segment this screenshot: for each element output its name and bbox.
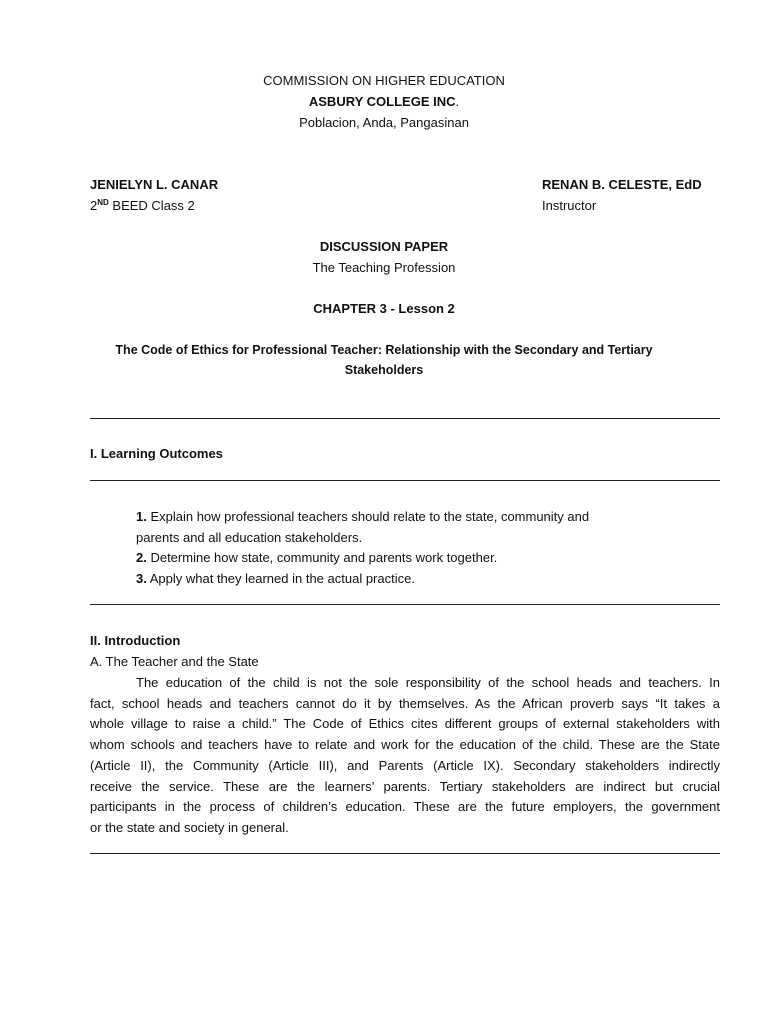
instructor-role: Instructor	[542, 198, 597, 213]
outcome-number: 3.	[136, 571, 147, 586]
outcome-item-2	[136, 550, 497, 565]
paragraph-line: fact, school heads and teachers cannot do it by themselves. As the African proverb says “It takes a	[90, 695, 720, 711]
class-ordinal-suffix: ND	[97, 198, 109, 207]
student-name: JENIELYN L. CANAR	[90, 177, 219, 192]
introduction-heading: II. Introduction	[90, 633, 181, 648]
divider	[90, 480, 720, 481]
divider	[90, 418, 720, 419]
paper-type: DISCUSSION PAPER	[319, 239, 449, 254]
outcome-item-1-continued: parents and all education stakeholders.	[136, 530, 363, 545]
college-name	[0, 94, 768, 109]
paragraph-line: The education of the child is not the sole responsibility of the school heads and teachers. In	[136, 675, 720, 690]
student-class	[90, 198, 195, 213]
introduction-subheading: A. The Teacher and the State	[90, 654, 259, 669]
learning-outcomes-heading: I. Learning Outcomes	[90, 446, 223, 461]
outcome-item-1	[136, 509, 589, 524]
divider	[90, 604, 720, 605]
introduction-paragraph	[90, 673, 720, 839]
college-name-period: .	[455, 94, 460, 109]
commission-heading: COMMISSION ON HIGHER EDUCATION	[263, 73, 505, 88]
outcome-item-3	[136, 571, 415, 586]
college-name-text: ASBURY COLLEGE INC	[308, 94, 456, 109]
divider	[90, 853, 720, 854]
paragraph-line: whole village to raise a child.” The Code of Ethics cites different groups of external stakeholders with	[90, 716, 720, 732]
paragraph-line: or the state and society in general.	[90, 819, 289, 835]
class-rest: BEED Class 2	[108, 198, 195, 213]
outcome-number: 1.	[136, 509, 147, 524]
chapter-heading: CHAPTER 3 - Lesson 2	[313, 301, 455, 316]
paragraph-line: receive the service. These are the learners’ parents. Tertiary stakeholders are indirect but crucial	[90, 778, 720, 794]
paragraph-line: whom schools and teachers have to relate and work for the education of the child. These are the State	[90, 737, 720, 753]
paper-subject: The Teaching Profession	[312, 260, 456, 275]
outcome-text: Explain how professional teachers should relate to the state, community and	[146, 509, 590, 524]
college-address: Poblacion, Anda, Pangasinan	[299, 115, 469, 130]
paragraph-line: participants in the process of children’s education. These are the future employers, the government	[90, 799, 720, 815]
paragraph-line: (Article II), the Community (Article III), and Parents (Article IX). Secondary stakeholders indirectly	[90, 757, 720, 773]
outcome-text: Determine how state, community and parents work together.	[146, 550, 498, 565]
instructor-name: RENAN B. CELESTE, EdD	[542, 177, 702, 192]
class-ordinal: 2	[90, 198, 98, 213]
outcome-text: Apply what they learned in the actual practice.	[146, 571, 415, 586]
outcome-number: 2.	[136, 550, 147, 565]
paper-title-line-1: The Code of Ethics for Professional Teacher: Relationship with the Secondary and Tertiary	[115, 343, 653, 357]
paper-title-line-2: Stakeholders	[344, 363, 424, 377]
